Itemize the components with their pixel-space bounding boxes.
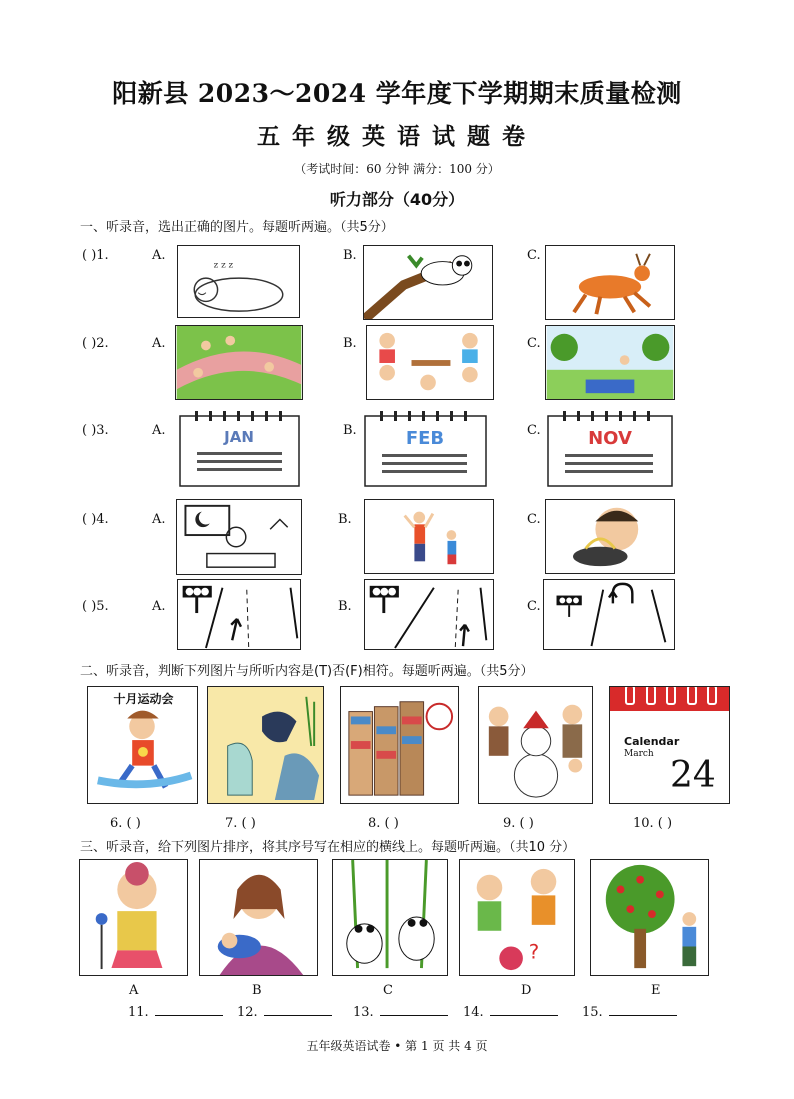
- traffic-light-u-turn-picture: [543, 579, 675, 650]
- answer-blank-13[interactable]: [353, 1003, 448, 1020]
- blank-15-line[interactable]: [609, 1003, 677, 1016]
- children-playing-picture: [366, 325, 494, 400]
- blank-15-number: 15.: [582, 1005, 603, 1020]
- q5-option-b-label: B.: [338, 599, 352, 614]
- page-footer: 五年级英语试卷 • 第 1 页 共 4 页: [306, 1039, 488, 1053]
- q2-option-c-label: C.: [527, 336, 541, 351]
- sports-meet-caption: 十月运动会: [113, 692, 174, 706]
- answer-blank-11[interactable]: [128, 1003, 223, 1020]
- answer-blank-14[interactable]: [463, 1003, 558, 1020]
- blank-11-line[interactable]: [155, 1003, 223, 1016]
- father-son-exercising-picture: [364, 499, 494, 574]
- q5-option-c-label: C.: [527, 599, 541, 614]
- answer-8[interactable]: 8. ( ): [368, 816, 399, 831]
- girl-singing-picture: [79, 859, 188, 976]
- q2-option-b-label: B.: [343, 336, 357, 351]
- q4-option-a-label: A.: [152, 512, 166, 527]
- q2-option-a-label: A.: [152, 336, 166, 351]
- answer-blank-15[interactable]: [582, 1003, 677, 1020]
- answer-blank-12[interactable]: [237, 1003, 332, 1020]
- answer-9[interactable]: 9. ( ): [503, 816, 534, 831]
- running-race-picture: [175, 325, 303, 400]
- q4-option-c-label: C.: [527, 512, 541, 527]
- calendar-day-number: 24: [670, 755, 716, 796]
- blank-11-number: 11.: [128, 1005, 149, 1020]
- panda-in-tree-picture: [363, 245, 493, 320]
- calendar-month-feb: FEB: [405, 428, 445, 449]
- svg-text:?: ?: [528, 940, 540, 964]
- blank-13-number: 13.: [353, 1005, 374, 1020]
- q3-option-b-label: B.: [343, 423, 357, 438]
- calendar-march-24-picture: [609, 686, 730, 804]
- exam-time-note: （考试时间：60 分钟 满分：100 分）: [294, 162, 500, 176]
- listening-part-heading: 听力部分（40分）: [329, 190, 465, 209]
- blank-14-number: 14.: [463, 1005, 484, 1020]
- question-1-label: ( )1.: [82, 248, 109, 263]
- exam-subtitle: 五年级英语试题卷: [257, 123, 537, 150]
- boys-with-ball-picture: [459, 859, 575, 976]
- boy-eating-noodles-picture: [545, 499, 675, 574]
- exam-title: 阳新县 2023～2024 学年度下学期期末质量检测: [112, 79, 682, 108]
- blank-14-line[interactable]: [490, 1003, 558, 1016]
- picture-letter-b: B: [252, 983, 262, 998]
- pandas-with-bamboo-picture: [332, 859, 448, 976]
- q4-option-b-label: B.: [338, 512, 352, 527]
- picture-letter-d: D: [521, 983, 532, 998]
- picture-letter-c: C: [383, 983, 393, 998]
- picture-letter-a: A: [129, 983, 139, 998]
- deer-picture: [545, 245, 675, 320]
- calendar-jan-picture: [177, 410, 302, 490]
- student-studying-at-night-picture: [176, 499, 302, 575]
- answer-10[interactable]: 10. ( ): [633, 816, 673, 831]
- svg-text:z z z: z z z: [213, 260, 234, 271]
- calendar-nov-picture: [545, 410, 675, 490]
- sleeping-pig-picture: [177, 245, 300, 318]
- q1-option-a-label: A.: [152, 248, 166, 263]
- traffic-light-go-straight-picture: [177, 579, 301, 650]
- q3-option-a-label: A.: [152, 423, 166, 438]
- question-2-label: ( )2.: [82, 336, 109, 351]
- calendar-month-nov: NOV: [588, 428, 632, 449]
- library-bookshelves-picture: [340, 686, 459, 804]
- traffic-light-right-lane-picture: [364, 579, 494, 650]
- q3-option-c-label: C.: [527, 423, 541, 438]
- crow-and-bottle-picture: [207, 686, 324, 804]
- blank-12-line[interactable]: [264, 1003, 332, 1016]
- section2-instruction: 二、听录音，判断下列图片与所听内容是(T)否(F)相符。每题听两遍。（共5分）: [80, 664, 534, 679]
- section1-instruction: 一、听录音，选出正确的图片。每题听两遍。（共5分）: [80, 220, 394, 235]
- question-4-label: ( )4.: [82, 512, 109, 527]
- sports-meet-girl-running-picture: [87, 686, 198, 804]
- calendar-feb-picture: [362, 410, 489, 490]
- question-3-label: ( )3.: [82, 423, 109, 438]
- q1-option-b-label: B.: [343, 248, 357, 263]
- children-with-snowman-picture: [478, 686, 593, 804]
- answer-6[interactable]: 6. ( ): [110, 816, 141, 831]
- q1-option-c-label: C.: [527, 248, 541, 263]
- mother-with-baby-picture: [199, 859, 318, 976]
- picture-letter-e: E: [651, 983, 661, 998]
- picnic-park-picture: [545, 325, 675, 400]
- blank-12-number: 12.: [237, 1005, 258, 1020]
- apple-tree-boy-picture: [590, 859, 709, 976]
- blank-13-line[interactable]: [380, 1003, 448, 1016]
- q5-option-a-label: A.: [152, 599, 166, 614]
- section3-instruction: 三、听录音，给下列图片排序，将其序号写在相应的横线上。每题听两遍。（共10 分）: [80, 840, 576, 855]
- calendar-month-jan: JAN: [224, 428, 254, 446]
- calendar-label: Calendar: [624, 735, 680, 748]
- question-5-label: ( )5.: [82, 599, 109, 614]
- calendar-month-label: March: [624, 749, 654, 759]
- answer-7[interactable]: 7. ( ): [225, 816, 256, 831]
